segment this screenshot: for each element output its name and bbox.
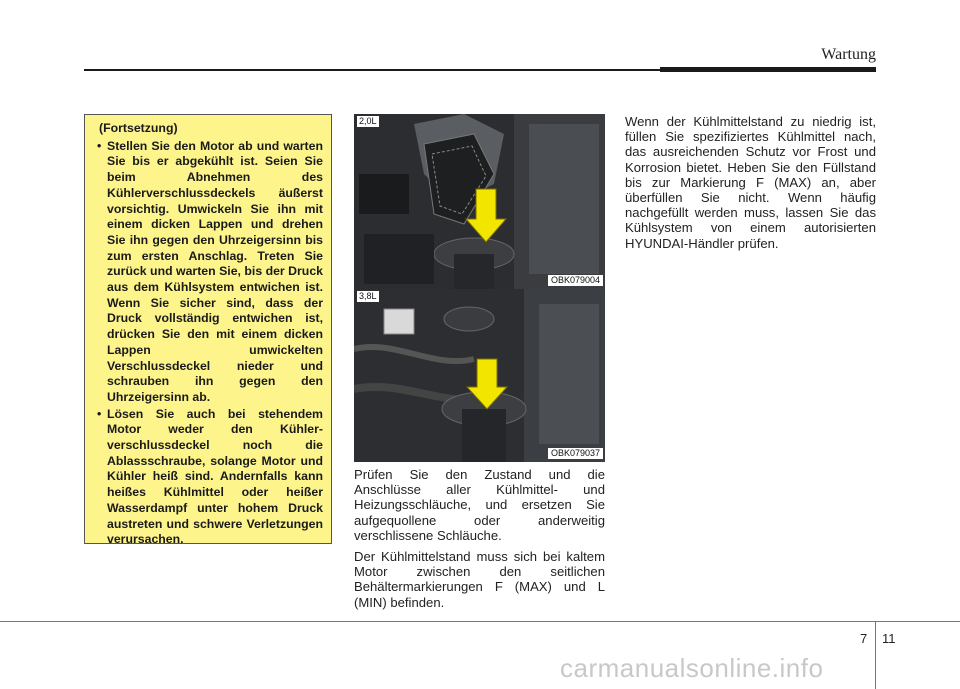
coolant-refill-text — [625, 114, 876, 257]
paragraph: Wenn der Kühlmittelstand zu niedrig ist, füllen Sie spezifiziertes Kühlmittel nach, das ausreichenden Schutz vor Frost und Korrosion bietet. Heben Sie den Füllstand bis zur Markierung F (MAX) an, aber überfüllen Sie nicht. Wenn häufig nachgefüllt werden muss, lassen Sie das Kühlsystem von einem autorisierten HYUNDAI-Händler prüfen. — [625, 114, 876, 251]
chapter-number: 7 — [860, 631, 868, 646]
warning-box — [84, 114, 332, 547]
engine-bay-illustration — [354, 289, 605, 462]
footer-rule — [0, 621, 960, 622]
header-rule — [84, 69, 660, 71]
warning-item — [93, 407, 323, 548]
engine-bay-illustration — [354, 114, 605, 289]
photo-code: OBK079004 — [548, 275, 603, 286]
hose-check-text — [354, 467, 605, 616]
engine-label: 3,8L — [359, 291, 377, 301]
page-number: 11 — [882, 631, 896, 646]
warning-heading: (Fortsetzung) — [99, 121, 178, 135]
engine-photo-3-8l — [354, 289, 605, 462]
footer-divider — [875, 621, 876, 689]
bullet-icon: • — [97, 406, 102, 421]
warning-item — [93, 139, 323, 406]
paragraph: Prüfen Sie den Zustand und die Anschlüsse aller Kühlmittel- und Heizungsschläuche, und ersetzen Sie aufgequollene oder anderweitig verschlissene Schläuche. — [354, 467, 605, 543]
engine-photo-2-0l — [354, 114, 605, 289]
warning-item-text: Lösen Sie auch bei stehendem Motor weder den Kühler-verschlussdeckel noch die Ablassschraube, solange Motor und Kühler heiß sind. Andernfalls kann heißes Kühlmittel oder heißer Wasserdampf unter hohem Druck austreten und schwere Verletzungen verursachen. — [107, 406, 323, 547]
paragraph: Der Kühlmittelstand muss sich bei kaltem Motor zwischen den seitlichen Behältermarkierungen F (MAX) und L (MIN) befinden. — [354, 549, 605, 610]
bullet-icon: • — [97, 138, 102, 153]
warning-item-text: Stellen Sie den Motor ab und warten Sie bis er abgekühlt ist. Seien Sie beim Abnehmen des Kühlerverschlussdeckels äußerst vorsichtig. Umwickeln Sie ihn mit einem dicken Lappen und drehen Sie ihn gegen den Uhrzeigersinn bis zum ersten Anschlag. Treten Sie zurück und warten Sie, bis der Druck aus dem Kühlsystem entwichen ist. Wenn Sie sicher sind, dass der Druck vollständig entwichen ist, drücken Sie den mit einem dicken Lappen umwickelten Verschlussdeckel nieder und schrauben ihn gegen den Uhrzeigersinn ab. — [107, 138, 323, 404]
header-rule-accent — [660, 67, 876, 72]
section-title: Wartung — [821, 46, 876, 63]
engine-label: 2,0L — [359, 116, 377, 126]
warning-list — [93, 139, 323, 548]
watermark: carmanualsonline.info — [560, 653, 824, 683]
photo-code: OBK079037 — [548, 448, 603, 459]
